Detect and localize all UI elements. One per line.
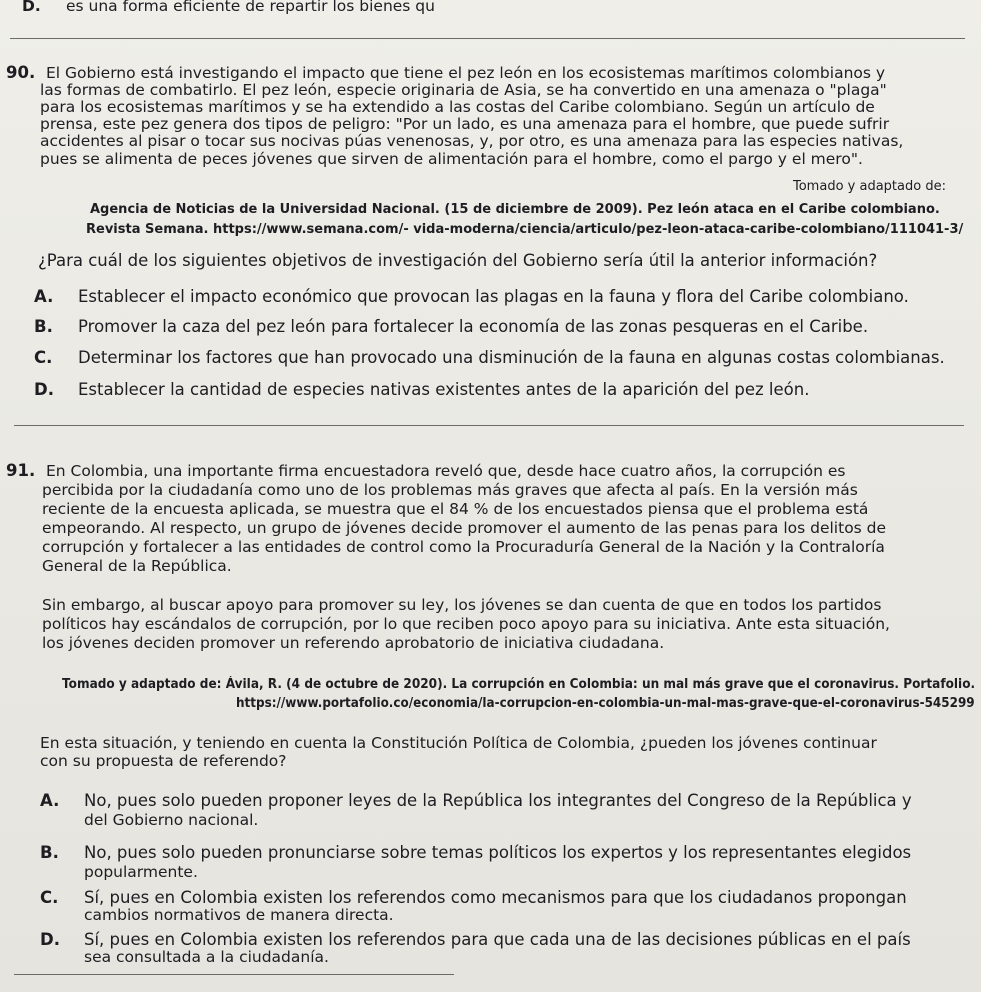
option-text: es una forma eficiente de repartir los bienes qu — [66, 0, 435, 15]
passage-line: los jóvenes deciden promover un referendo aprobatorio de iniciativa ciudadana. — [42, 634, 665, 652]
passage-line: En Colombia, una importante firma encuestadora reveló que, desde hace cuatro años, la corrupción es — [46, 462, 846, 480]
q89-option-d[interactable] — [22, 0, 435, 15]
q90-option-b[interactable] — [34, 318, 868, 336]
q90-option-d[interactable] — [34, 381, 809, 399]
option-label: D. — [34, 380, 54, 399]
passage-line: prensa, este pez genera dos tipos de peligro: "Por un lado, es una amenaza para el hombre, que puede sufrir — [40, 115, 890, 133]
option-label: B. — [34, 317, 53, 336]
passage-line: General de la República. — [42, 557, 232, 575]
option-text: Sí, pues en Colombia existen los referendos como mecanismos para que los ciudadanos propongan — [84, 888, 907, 907]
passage-line: percibida por la ciudadanía como uno de los problemas más graves que afecta al país. En la versión más — [42, 481, 858, 499]
source-line: Agencia de Noticias de la Universidad Nacional. (15 de diciembre de 2009). Pez león ataca en el Caribe colombiano. — [90, 202, 940, 217]
option-label: A. — [40, 791, 60, 810]
option-label: D. — [22, 0, 41, 15]
passage-line: accidentes al pisar o tocar sus nocivas púas venenosas, y, por otro, es una amenaza para las especies nativas, — [40, 132, 904, 150]
passage-line: las formas de combatirlo. El pez león, especie originaria de Asia, se ha convertido en una amenaza o "plaga" — [40, 81, 887, 99]
q90-option-a[interactable] — [34, 288, 909, 306]
passage-line: para los ecosistemas marítimos y se ha extendido a las costas del Caribe colombiano. Según un artículo de — [40, 98, 875, 116]
option-text: No, pues solo pueden pronunciarse sobre temas políticos los expertos y los representantes elegidos — [84, 843, 912, 862]
option-text: cambios normativos de manera directa. — [84, 906, 394, 924]
option-label: A. — [34, 287, 54, 306]
q90-question: ¿Para cuál de los siguientes objetivos de investigación del Gobierno sería útil la anterior información? — [38, 251, 878, 270]
passage-line: pues se alimenta de peces jóvenes que sirven de alimentación para el hombre, como el pargo y el mero". — [40, 150, 863, 168]
option-label: C. — [34, 348, 53, 367]
option-text: del Gobierno nacional. — [84, 811, 259, 829]
passage-line: políticos hay escándalos de corrupción, por lo que reciben poco apoyo para su iniciativa. Ante esta situación, — [42, 615, 890, 633]
divider — [14, 974, 454, 975]
option-text: Sí, pues en Colombia existen los referendos para que cada una de las decisiones públicas en el país — [84, 930, 911, 949]
q90-number: 90. — [6, 63, 36, 82]
source-line: https://www.portafolio.co/economia/la-corrupcion-en-colombia-un-mal-mas-grave-que-el-coronavirus-545299 — [236, 696, 975, 711]
divider — [10, 38, 965, 39]
option-text: Establecer la cantidad de especies nativas existentes antes de la aparición del pez león. — [78, 380, 810, 399]
option-text: popularmente. — [84, 863, 198, 881]
divider — [14, 425, 964, 426]
passage-line: El Gobierno está investigando el impacto que tiene el pez león en los ecosistemas marítimos colombianos y — [46, 64, 886, 82]
source-line: Tomado y adaptado de: Ávila, R. (4 de octubre de 2020). La corrupción en Colombia: un mal más grave que el coronavirus. Portafolio. — [62, 677, 976, 692]
option-text: No, pues solo pueden proponer leyes de la República los integrantes del Congreso de la República y — [84, 791, 912, 810]
q90-option-c[interactable] — [34, 349, 945, 367]
option-text: Promover la caza del pez león para fortalecer la economía de las zonas pesqueras en el Caribe. — [78, 317, 869, 336]
option-text: sea consultada a la ciudadanía. — [84, 948, 329, 966]
option-text: Determinar los factores que han provocado una disminución de la fauna en algunas costas colombianas. — [78, 348, 945, 367]
source-line: Tomado y adaptado de: — [793, 179, 946, 194]
passage-line: empeorando. Al respecto, un grupo de jóvenes decide promover el aumento de las penas para los delitos de — [42, 519, 887, 537]
passage-line: Sin embargo, al buscar apoyo para promover su ley, los jóvenes se dan cuenta de que en todos los partidos — [42, 596, 882, 614]
question-line: En esta situación, y teniendo en cuenta la Constitución Política de Colombia, ¿pueden los jóvenes continuar — [40, 734, 877, 752]
option-text: Establecer el impacto económico que provocan las plagas en la fauna y flora del Caribe colombiano. — [78, 287, 909, 306]
passage-line: corrupción y fortalecer a las entidades de control como la Procuraduría General de la Nación y la Contraloría — [42, 538, 885, 556]
option-label: C. — [40, 888, 59, 907]
option-label: D. — [40, 930, 60, 949]
option-label: B. — [40, 843, 59, 862]
question-line: con su propuesta de referendo? — [40, 752, 287, 770]
source-line: Revista Semana. https://www.semana.com/- vida-moderna/ciencia/articulo/pez-leon-ataca-caribe-colombiano/111041-3/ — [86, 222, 964, 237]
passage-line: reciente de la encuesta aplicada, se muestra que el 84 % de los encuestados piensa que el problema está — [42, 500, 869, 518]
q91-number: 91. — [6, 461, 36, 480]
